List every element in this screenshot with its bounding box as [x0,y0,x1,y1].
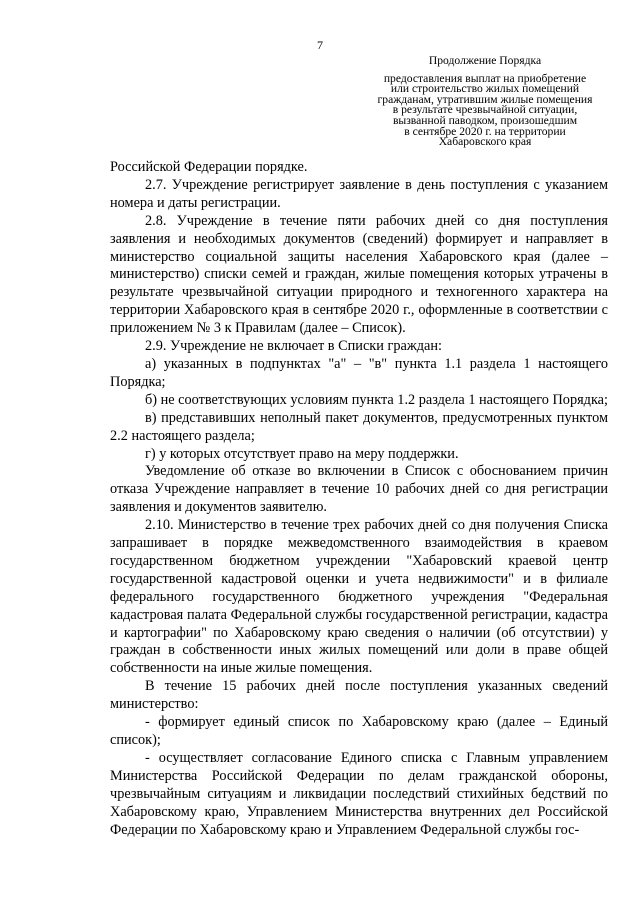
header-line: или строительство жилых помещений [390,82,580,96]
body-paragraph: Уведомление об отказе во включении в Список с обоснованием причин отказа Учреждение направляет в течение 10 рабочих дней со дня регистрации заявления и документов заявителю. [110,463,608,516]
body-paragraph: Российской Федерации порядке. [110,159,308,175]
body-paragraph: г) у которых отсутствует право на меру поддержки. [145,445,459,462]
body-paragraph: - осуществляет согласование Единого списка с Главным управлением Министерства Российской Федерации по делам гражданской обороны, чрезвычайным ситуациям и ликвидации последствий стихийных бедствий по Хабаровскому краю, Управлением Министерства внутренних дел Российской Федерации по Хабаровскому краю и Управлением Федеральной службы гос- [110,749,608,838]
body-paragraph: 2.8. Учреждение в течение пяти рабочих дней со дня поступления заявления и необходимых документов (сведений) формирует и направляет в министерство социальной защиты населения Хабаровского края (далее – министерство) списки семей и граждан, жилые помещения которых утрачены в результате чрезвычайной ситуации природного и техногенного характера на территории Хабаровского края в сентябре 2020 г., оформленные в соответствии с приложением № 3 к Правилам (далее – Список). [110,212,608,337]
document-body [110,159,608,839]
body-paragraph: В течение 15 рабочих дней после поступления указанных сведений министерство: [110,678,608,713]
header-line: в сентябре 2020 г. на территории [404,124,566,138]
body-paragraph: 2.9. Учреждение не включает в Списки граждан: [145,338,442,355]
body-paragraph: - формирует единый список по Хабаровскому краю (далее – Единый список); [110,714,608,748]
header-line: гражданам, утратившим жилые помещения [377,92,593,106]
body-paragraph: б) не соответствующих условиям пункта 1.2 раздела 1 настоящего Порядка; [145,391,608,408]
body-paragraph: в) представивших неполный пакет документов, предусмотренных пунктом 2.2 настоящего раздела; [110,409,608,444]
body-paragraph: 2.7. Учреждение регистрирует заявление в день поступления с указанием номера и даты регистрации. [110,176,608,211]
body-paragraph: а) указанных в подпунктах "а" – "в" пункта 1.1 раздела 1 настоящего Порядка; [110,355,608,390]
page-number: 7 [317,38,323,52]
header-continuation: Продолжение Порядка [428,54,542,67]
header-line: Хабаровского края [438,135,532,149]
header-line: в результате чрезвычайной ситуации, [392,103,578,117]
body-paragraph: 2.10. Министерство в течение трех рабочих дней со дня получения Списка запрашивает в порядке межведомственного взаимодействия в краевом государственном бюджетном учреждении "Хабаровский краевой центр государственной кадастровой оценки и учета недвижимости" и в филиале федерального государственного бюджетного учреждения "Федеральная кадастровая палата Федеральной службы государственной регистрации, кадастра и картографии" по Хабаровскому краю сведения о наличии (об отсутствии) у граждан в собственности иных жилых помещений или доли в праве общей собственности на иные жилые помещения. [110,517,608,677]
document-header [355,56,615,148]
header-line: предоставления выплат на приобретение [383,71,587,85]
header-line: вызванной паводком, произошедшим [392,113,578,127]
